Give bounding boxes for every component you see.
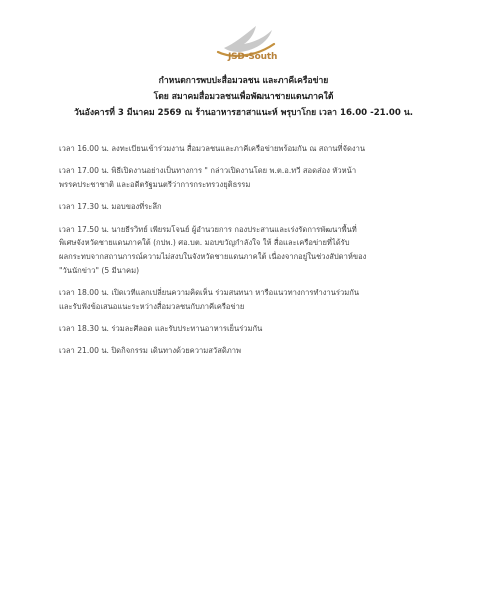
agenda-item: [59, 164, 427, 191]
title-line-1: กำหนดการพบปะสื่อมวลชน และภาคีเครือข่าย: [158, 76, 329, 86]
agenda-item-line: และรับฟังข้อเสนอแนะระหว่างสื่อมวลชนกับภาคีเครือข่าย: [59, 301, 245, 311]
agenda-item-line: ผลกระทบจากสถานการณ์ความไม่สงบในจังหวัดชายแดนภาคใต้ เนื่องจากอยู่ในช่วงสัปดาห์ของ: [59, 251, 367, 261]
agenda-item: [59, 200, 427, 214]
dove-wing-shape: [224, 26, 272, 52]
agenda-item-line: เวลา 21.00 น. ปิดกิจกรรม เดินทางด้วยความสวัสดิภาพ: [59, 346, 242, 356]
agenda-item-line: "วันนักข่าว" (5 มีนาคม): [59, 265, 140, 275]
agenda-item-line: เวลา 17.30 น. มอบของที่ระลึก: [59, 202, 162, 212]
agenda-item: [59, 344, 427, 358]
logo-text: JSD-South: [228, 52, 278, 62]
agenda-item-line: เวลา 18.30 น. ร่วมละศีลอด และรับประทานอาหารเย็นร่วมกัน: [59, 323, 263, 333]
agenda-item-line: เวลา 17.50 น. นายธีรวิทย์ เพียรมโจนย์ ผู้อำนวยการ กองประสานและเร่งรัดการพัฒนาพื้นที่: [59, 224, 357, 234]
title-line-2: โดย สมาคมสื่อมวลชนเพื่อพัฒนาชายแดนภาคใต้: [153, 92, 334, 102]
title-line-3: วันอังคารที่ 3 มีนาคม 2569 ณ ร้านอาหารฮาสาแนะห์ พรุบาโกย เวลา 16.00 -21.00 น.: [73, 108, 414, 118]
agenda-item: [59, 142, 427, 156]
agenda-item-line: เวลา 16.00 น. ลงทะเบียนเข้าร่วมงาน สื่อมวลชนและภาคีเครือข่ายพร้อมกัน ณ สถานที่จัดงาน: [59, 144, 366, 153]
agenda-item-line: เวลา 18.00 น. เปิดเวทีแลกเปลี่ยนความคิดเห็น ร่วมสนทนา หารือแนวทางการทำงานร่วมกัน: [59, 287, 360, 297]
agenda-item: [59, 286, 427, 313]
jsd-south-logo: [210, 22, 290, 66]
agenda-item-line: พรรคประชาชาติ และอดีตรัฐมนตรีว่าการกระทรวงยุติธรรม: [59, 179, 251, 189]
agenda-item-line: พิเศษจังหวัดชายแดนภาคใต้ (กปพ.) ศอ.บต. มอบขวัญกำลังใจ ให้ สื่อและเครือข่ายที่ได้รับ: [59, 238, 350, 248]
page-title-block: [0, 73, 487, 121]
agenda-item: [59, 322, 427, 336]
agenda-item: [59, 223, 427, 277]
agenda-item-line: เวลา 17.00 น. พิธีเปิดงานอย่างเป็นทางการ " กล่าวเปิดงานโดย พ.ต.อ.ทวี สอดส่อง หัวหน้า: [59, 166, 357, 176]
agenda-list: [59, 142, 427, 367]
